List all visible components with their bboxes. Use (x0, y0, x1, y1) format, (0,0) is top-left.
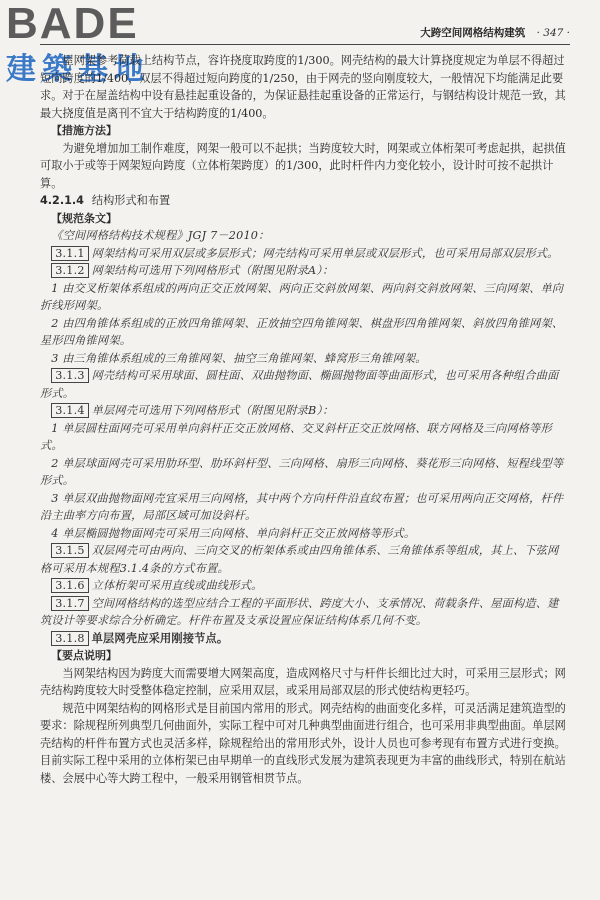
code-clause (40, 455, 566, 490)
page-body (40, 52, 566, 787)
measures-label: 【措施方法】 (51, 124, 117, 137)
clause-text: 2 由四角锥体系组成的正放四角锥网架、正放抽空四角锥网架、棋盘形四角锥网架、斜放四角锥网架、星形四角锥网架。 (40, 316, 564, 347)
clause-text: 网壳结构可采用球面、圆柱面、双曲抛物面、椭圆抛物面等曲面形式，也可采用各种组合曲面形式。 (40, 369, 559, 400)
code-clause (40, 542, 566, 577)
code-clause (40, 490, 566, 525)
code-clause (40, 595, 566, 630)
code-clause (40, 315, 566, 350)
clause-number: 3.1.1 (51, 246, 88, 261)
clause-text: 单层网壳可选用下列网格形式（附图见附录B）： (91, 404, 334, 417)
clause-number: 3.1.6 (51, 578, 88, 593)
code-clause (40, 525, 566, 543)
spec-label: 【规范条文】 (51, 211, 117, 225)
section-heading (40, 192, 566, 210)
code-clause (40, 262, 566, 280)
clause-text: 立体桁架可采用直线或曲线形式。 (91, 579, 263, 592)
code-clause (40, 367, 566, 402)
clause-number: 3.1.8 (51, 631, 88, 646)
watermark-latin: BADE (6, 0, 139, 48)
header-title: 大跨空间网格结构建筑 (420, 27, 526, 39)
clause-text: 2 单层球面网壳可采用肋环型、肋环斜杆型、三向网格、扇形三向网格、葵花形三向网格、短程线型等形式。 (40, 456, 564, 487)
clause-number: 3.1.4 (51, 403, 88, 418)
watermark-cjk: 建築基地 (6, 52, 150, 87)
paragraph: 为避免增加加工制作难度，网架一般可以不起拱；当跨度较大时，网架或立体桁架可考虑起拱，起拱值可取小于或等于网架短向跨度（立体桁架跨度）的1/300，此时杆件内力变化较小，设计时可按不起拱计算。 (40, 141, 566, 190)
running-header (40, 22, 570, 45)
clause-number: 3.1.7 (51, 596, 88, 611)
code-clause (40, 350, 566, 368)
section-title: 结构形式和布置 (91, 194, 171, 207)
paragraph: 屋网架参考荷载上结构节点，容许挠度取跨度的1/300。网壳结构的最大计算挠度规定为单层不得超过短向跨度的1/400，双层不得超过短向跨度的1/250，由于网壳的竖向刚度较大，一般情况下均能满足此要求。对于在屋盖结构中设有悬挂起重设备的，为保证悬挂起重设备的正常运行，与钢结构设计规范一致，其最大挠度值是离刊不宜大于结构跨度的1/400。 (40, 54, 566, 120)
clause-text: 1 单层圆柱面网壳可采用单向斜杆正交正放网格、交叉斜杆正交正放网格、联方网格及三向网格等形式。 (40, 421, 552, 452)
clause-text: 空间网格结构的选型应结合工程的平面形状、跨度大小、支承情况、荷载条件、屋面构造、建筑设计等要求综合分析确定。杆件布置及支承设置应保证结构体系几何不变。 (40, 596, 559, 627)
code-clause (40, 420, 566, 455)
code-clause (40, 577, 566, 595)
code-reference: 《空间网格结构技术规程》JGJ 7－2010： (51, 229, 270, 242)
clause-text: 双层网壳可由两向、三向交叉的桁架体系或由四角锥体系、三角锥体系等组成，其上、下弦网格可采用本规程3.1.4条的方式布置。 (40, 544, 559, 575)
paragraph: 规范中网架结构的网格形式是目前国内常用的形式。网壳结构的曲面变化多样，可灵活满足建筑造型的要求：除规程所列典型几何曲面外，实际工程中可对几种典型曲面进行组合，也可采用非典型曲面。单层网壳结构的杆件布置方式也灵活多样，除规程给出的常用形式外，设计人员也可参考现有布置方式进行变换。目前实际工程中采用的立体桁架已由早期单一的直线形式发展为建筑表现更为丰富的曲线形式，特别在航站楼、会展中心等大跨工程中，一般采用钢管相贯节点。 (40, 701, 566, 785)
page-number: · 347 · (536, 27, 570, 39)
clause-number: 3.1.3 (51, 368, 88, 383)
code-clause (40, 630, 566, 648)
section-number: 4.2.1.4 (40, 194, 84, 207)
clause-list (40, 245, 566, 648)
clause-text: 网架结构可选用下列网格形式（附图见附录A）： (91, 264, 334, 277)
code-clause (40, 280, 566, 315)
clause-text: 3 由三角锥体系组成的三角锥网架、抽空三角锥网架、蜂窝形三角锥网架。 (51, 351, 427, 365)
clause-number: 3.1.2 (51, 263, 88, 278)
code-clause (40, 402, 566, 420)
clause-text: 单层网壳应采用刚接节点。 (91, 631, 229, 645)
clause-text: 网架结构可采用双层或多层形式；网壳结构可采用单层或双层形式，也可采用局部双层形式。 (91, 246, 559, 260)
explain-label: 【要点说明】 (51, 649, 117, 662)
paragraph: 当网架结构因为跨度大而需要增大网架高度，造成网格尺寸与杆件长细比过大时，可采用三层形式；网壳结构跨度较大时受整体稳定控制，应采用双层，或采用局部双层的形式使结构更轻巧。 (40, 666, 566, 697)
clause-text: 1 由交叉桁架体系组成的两向正交正放网架、两向正交斜放网架、两向斜交斜放网架、三向网架、单向折线形网架。 (40, 281, 564, 312)
clause-text: 3 单层双曲抛物面网壳宜采用三向网格，其中两个方向杆件沿直纹布置；也可采用两向正交网格，杆件沿主曲率方向布置，局部区域可加设斜杆。 (40, 491, 564, 522)
clause-number: 3.1.5 (51, 543, 88, 558)
clause-text: 4 单层椭圆抛物面网壳可采用三向网格、单向斜杆正交正放网格等形式。 (51, 526, 416, 540)
code-clause (40, 245, 566, 263)
